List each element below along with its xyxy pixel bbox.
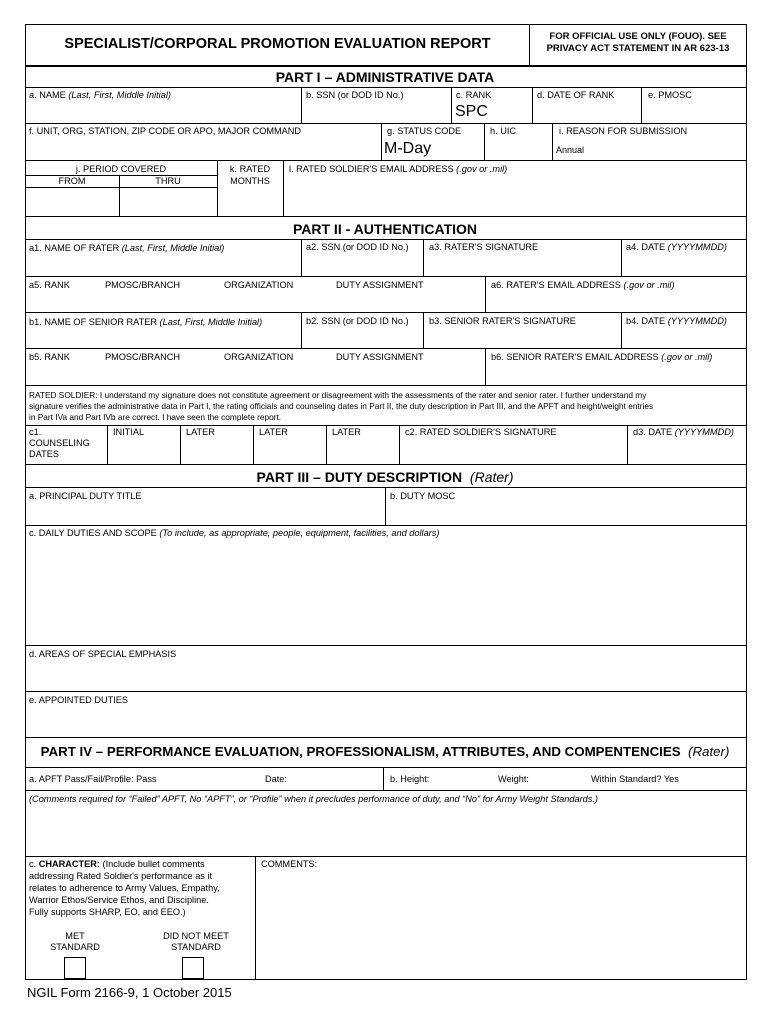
rated-soldier-statement-l3: in Part IVa and Part IVb are correct. I have seen the complete report.: [29, 412, 282, 422]
counseling-label-l1: c1.: [29, 427, 42, 437]
rated-soldier-statement-l2: signature verifies the administrative data in Part I, the rating officials and counseling dates in Part II, the duty description in Part III, and the APFT and height/weight entries: [29, 401, 654, 411]
rated-months-label1: k. RATED: [229, 164, 271, 174]
ssn-label: b. SSN (or DOD ID No.): [306, 90, 404, 100]
rater-rank-label: a5. RANK: [29, 280, 70, 290]
reason-label: i. REASON FOR SUBMISSION: [559, 126, 688, 136]
date-of-rank-label: d. DATE OF RANK: [537, 90, 615, 100]
rater-ssn-label: a2. SSN (or DOD ID No.): [306, 242, 409, 252]
not-met-standard-l1: DID NOT MEET: [163, 931, 229, 941]
form-title: SPECIALIST/CORPORAL PROMOTION EVALUATION REPORT: [64, 36, 491, 52]
senior-rater-signature-label: b3. SENIOR RATER'S SIGNATURE: [429, 316, 576, 326]
reason-value[interactable]: Annual: [556, 145, 585, 155]
rated-email-label: l. RATED SOLDIER'S EMAIL ADDRESS (.gov or .mil): [289, 164, 508, 174]
counseling-later1-label: LATER: [186, 427, 215, 437]
daily-duties-field[interactable]: [26, 540, 746, 645]
senior-rater-rank-label: b5. RANK: [29, 352, 70, 362]
senior-rater-organization-label: ORGANIZATION: [224, 352, 294, 362]
status-code-value[interactable]: M-Day: [384, 140, 432, 157]
apft-comments-note: (Comments required for “Failed” APFT, No “APFT”, or “Profile” when it precludes performance of duty, and “No” for Army Weight Standards.): [29, 794, 598, 804]
character-comments-label: COMMENTS:: [261, 859, 318, 869]
counseling-later3-label: LATER: [332, 427, 361, 437]
rater-email-label: a6. RATER'S EMAIL ADDRESS (.gov or .mil): [491, 280, 675, 290]
uic-label: h. UIC: [490, 126, 517, 136]
counseling-label-l2: COUNSELING: [29, 438, 90, 448]
unit-label: f. UNIT, ORG, STATION, ZIP CODE OR APO, MAJOR COMMAND: [29, 126, 302, 136]
met-standard-checkbox[interactable]: [64, 957, 86, 979]
counseling-later2-label: LATER: [259, 427, 288, 437]
character-label-l3: relates to adherence to Army Values, Empathy,: [29, 883, 220, 893]
period-from-label: FROM: [58, 176, 86, 186]
character-label-l5: Fully supports SHARP, EO, and EEO.): [29, 907, 186, 917]
within-standard-value[interactable]: Yes: [663, 774, 679, 784]
rated-soldier-date-label: d3. DATE (YYYYMMDD): [633, 427, 734, 437]
rated-months-label2: MONTHS: [230, 176, 270, 186]
part4-heading: PART IV – PERFORMANCE EVALUATION, PROFESSIONALISM, ATTRIBUTES, AND COMPENTENCIES (Rater): [40, 744, 730, 759]
rater-date-label: a4. DATE (YYYYMMDD): [626, 242, 727, 252]
rater-duty-assignment-label: DUTY ASSIGNMENT: [336, 280, 424, 290]
part1-heading: PART I – ADMINISTRATIVE DATA: [275, 69, 495, 85]
form-identifier: NGIL Form 2166-9, 1 October 2015: [27, 985, 232, 1000]
not-met-standard-checkbox[interactable]: [182, 957, 204, 979]
character-comments-field[interactable]: [258, 872, 746, 978]
senior-rater-name-label: b1. NAME OF SENIOR RATER (Last, First, Middle Initial): [29, 317, 263, 327]
within-standard-label: Within Standard? Yes: [591, 774, 679, 784]
counseling-label-l3: DATES: [29, 449, 59, 459]
apft-label: a. APFT Pass/Fail/Profile: Pass: [29, 774, 157, 784]
daily-duties-label: c. DAILY DUTIES AND SCOPE (To include, as appropriate, people, equipment, facilities, and dollars): [29, 528, 440, 538]
weight-label: Weight:: [498, 774, 529, 784]
character-label-l2: addressing Rated Soldier's performance as it: [29, 871, 213, 881]
not-met-standard-l2: STANDARD: [171, 942, 221, 952]
met-standard-l1: MET: [65, 931, 85, 941]
counseling-initial-label: INITIAL: [113, 427, 145, 437]
apft-value[interactable]: Pass: [136, 774, 157, 784]
height-label: b. Height:: [390, 774, 430, 784]
senior-rater-pmosc-label: PMOSC/BRANCH: [105, 352, 181, 362]
special-emphasis-field[interactable]: [26, 661, 746, 691]
rated-soldier-signature-label: c2. RATED SOLDIER'S SIGNATURE: [405, 427, 557, 437]
fouo-notice-line2: PRIVACY ACT STATEMENT IN AR 623-13: [546, 43, 730, 54]
duty-mosc-label: b. DUTY MOSC: [390, 491, 456, 501]
appointed-duties-label: e. APPOINTED DUTIES: [29, 695, 129, 705]
part2-heading: PART II - AUTHENTICATION: [292, 221, 478, 237]
period-thru-label: THRU: [155, 176, 181, 186]
rated-soldier-statement-l1: RATED SOLDIER: I understand my signature does not constitute agreement or disagreement with the assessments of the rater and senior rater. I further understand my: [29, 390, 647, 400]
rater-organization-label: ORGANIZATION: [224, 280, 294, 290]
rank-label: c. RANK: [456, 90, 492, 100]
senior-rater-duty-assignment-label: DUTY ASSIGNMENT: [336, 352, 424, 362]
part3-heading: PART III – DUTY DESCRIPTION (Rater): [256, 469, 514, 485]
apft-date-label: Date:: [265, 774, 287, 784]
special-emphasis-label: d. AREAS OF SPECIAL EMPHASIS: [29, 649, 177, 659]
senior-rater-ssn-label: b2. SSN (or DOD ID No.): [306, 316, 409, 326]
apft-comments-field[interactable]: [26, 806, 746, 856]
status-code-label: g. STATUS CODE: [387, 126, 462, 136]
rater-name-label: a1. NAME OF RATER (Last, First, Middle Initial): [29, 243, 225, 253]
principal-duty-title-label: a. PRINCIPAL DUTY TITLE: [29, 491, 142, 501]
met-standard-l2: STANDARD: [50, 942, 100, 952]
period-covered-label: j. PERIOD COVERED: [75, 164, 167, 174]
senior-rater-email-label: b6. SENIOR RATER'S EMAIL ADDRESS (.gov or .mil): [491, 352, 713, 362]
rater-pmosc-label: PMOSC/BRANCH: [105, 280, 181, 290]
rank-value[interactable]: SPC: [455, 103, 488, 120]
character-label-l4: Warrior Ethos/Service Ethos, and Discipline.: [29, 895, 209, 905]
appointed-duties-field[interactable]: [26, 707, 746, 737]
senior-rater-date-label: b4. DATE (YYYYMMDD): [626, 316, 727, 326]
character-label-l1: c. CHARACTER: (Include bullet comments: [29, 859, 205, 869]
fouo-notice-line1: FOR OFFICIAL USE ONLY (FOUO). SEE: [549, 31, 727, 42]
rater-signature-label: a3. RATER'S SIGNATURE: [429, 242, 539, 252]
pmosc-label: e. PMOSC: [648, 90, 692, 100]
name-label: a. NAME (Last, First, Middle Initial): [29, 90, 171, 100]
